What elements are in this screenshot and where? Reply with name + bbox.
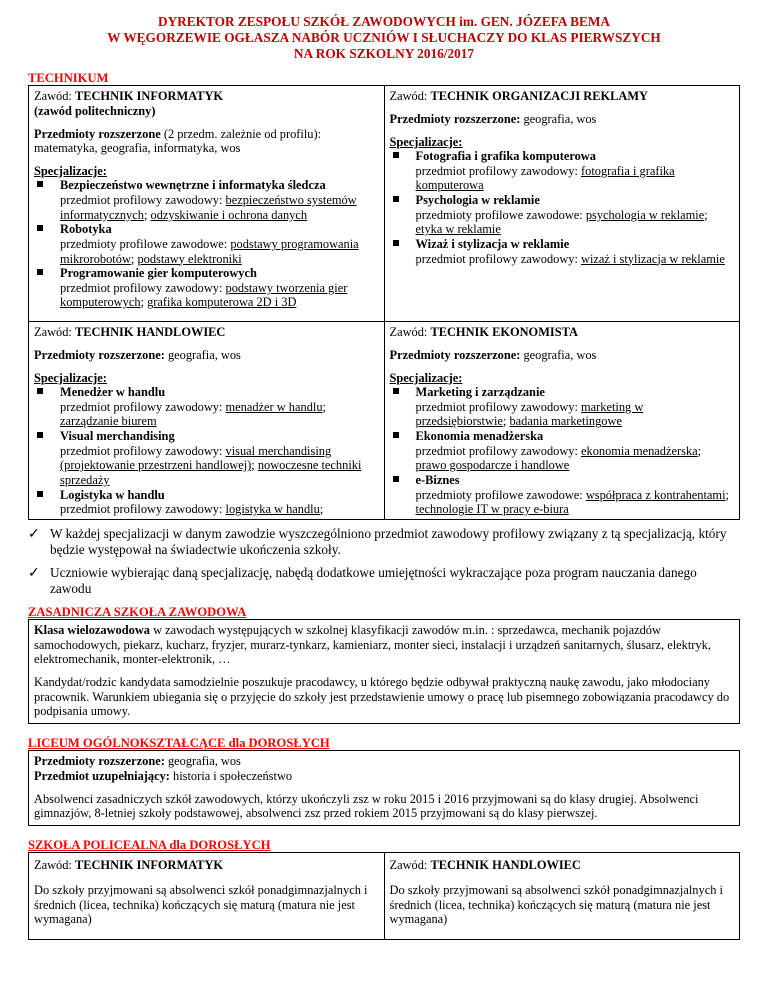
checkmark-icon: ✓	[28, 526, 40, 542]
spec-label: Specjalizacje:	[389, 134, 463, 149]
spec-subject: grafika komputerowa 2D i 3D	[147, 295, 297, 310]
spec-trail: ;	[319, 502, 324, 517]
spec-subject: bezpieczeństwo systemów informatycznych	[60, 193, 357, 222]
spec-subjects-label: przedmioty profilowe zawodowe:	[415, 207, 586, 222]
square-bullet-icon	[393, 152, 399, 158]
spec-subject: psychologia w reklamie	[585, 207, 705, 222]
spec-subject: podstawy tworzenia gier komputerowych	[60, 280, 348, 310]
spec-name: Fotografia i grafika komputerowa	[415, 149, 596, 164]
profession-prefix: Zawód:	[34, 325, 75, 340]
spec-subject: visual merchandising (projektowanie przestrzeni handlowej)	[60, 443, 332, 473]
spec-subject: współpraca z kontrahentami	[585, 487, 726, 502]
spec-subjects: przedmioty profilowe zawodowe: psychologia w reklamie; etyka w reklamie	[415, 207, 708, 237]
liceum-supplementary-text: historia i społeczeństwo	[169, 769, 293, 784]
extended-subjects	[34, 348, 379, 363]
checkmark-icon: ✓	[28, 566, 40, 582]
extended-label: Przedmioty rozszerzone	[34, 126, 161, 141]
spec-subjects: przedmiot profilowy zawodowy: bezpieczeństwo systemów informatycznych; odzyskiwanie i ochrona danych	[60, 193, 357, 222]
liceum-extended-text: geografia, wos	[164, 754, 241, 769]
spec-item	[390, 237, 735, 266]
extended-label: Przedmioty rozszerzone:	[389, 111, 521, 126]
liceum-supplementary-label: Przedmiot uzupełniający:	[34, 769, 170, 784]
liceum-supplementary	[34, 769, 734, 784]
extended-label: Przedmioty rozszerzone:	[34, 347, 165, 362]
spec-label: Specjalizacje:	[34, 370, 107, 385]
spec-subject: etyka w reklamie	[415, 222, 501, 237]
square-bullet-icon	[37, 181, 43, 187]
spec-subjects: przedmiot profilowy zawodowy: ekonomia menadżerska; prawo gospodarcze i handlowe	[415, 443, 702, 473]
spec-subject: wizaż i stylizacja w reklamie	[581, 251, 725, 266]
spec-subjects: przedmiot profilowy zawodowy: menadżer w handlu; zarządzanie biurem	[60, 399, 326, 429]
spec-subjects-label: przedmiot profilowy zawodowy:	[60, 193, 226, 208]
spec-subjects-label: przedmioty profilowe zawodowe:	[60, 236, 231, 251]
spec-subjects-label: przedmiot profilowy zawodowy:	[60, 280, 226, 295]
profession-line	[390, 325, 735, 340]
zasadnicza-bold: Klasa wielozawodowa	[34, 623, 150, 638]
spec-list	[34, 178, 379, 310]
announcement-title	[28, 14, 740, 62]
profession-line	[34, 89, 379, 104]
cell-technik-informatyk	[29, 86, 385, 322]
admission-text: Do szkoły przyjmowani są absolwenci szkół ponadgimnazjalnych i średnich (licea, technika) kończących się maturą (matura nie jest wymagana)	[34, 882, 368, 927]
admission-text: Do szkoły przyjmowani są absolwenci szkół ponadgimnazjalnych i średnich (licea, technika) kończących się maturą (matura nie jest wymagana)	[389, 882, 723, 927]
spec-subject: podstawy elektroniki	[137, 251, 242, 266]
note-text: W każdej specjalizacji w danym zawodzie wyszczególniono przedmiot zawodowy profilowy związany z tą specjalizacją, który będzie występował na świadectwie ukończenia szkoły.	[50, 525, 727, 558]
extended-text: geografia, wos	[520, 111, 597, 126]
square-bullet-icon	[37, 225, 43, 231]
cell-technik-ekonomista	[384, 322, 740, 520]
spec-subject: zarządzanie biurem	[60, 414, 157, 429]
square-bullet-icon	[393, 240, 399, 246]
announcement-page	[28, 14, 740, 940]
spec-subjects-label: przedmioty profilowe zawodowe:	[415, 487, 586, 502]
spec-subject: logistyka w handlu	[225, 502, 320, 517]
spec-name: Wizaż i stylizacja w reklamie	[415, 236, 570, 251]
spec-item	[390, 385, 735, 429]
liceum-extended-label: Przedmioty rozszerzone:	[34, 754, 165, 769]
spec-item	[390, 429, 735, 473]
note-text: Uczniowie wybierając daną specjalizację, nabędą dodatkowe umiejętności wykraczające poza program nauczania danego zawodu	[50, 565, 697, 597]
spec-name: Logistyka w handlu	[60, 487, 165, 502]
spec-item	[34, 266, 379, 310]
profession-name: TECHNIK HANDLOWIEC	[430, 858, 581, 873]
profession-line	[390, 89, 735, 104]
extended-text: geografia, wos	[520, 347, 597, 362]
square-bullet-icon	[37, 432, 43, 438]
liceum-heading: LICEUM OGÓLNOKSZTAŁCĄCE dla DOROSŁYCH	[28, 735, 330, 750]
policealna-heading: SZKOŁA POLICEALNA dla DOROSŁYCH	[28, 837, 271, 852]
spec-item	[390, 149, 735, 193]
spec-subjects-label: przedmiot profilowy zawodowy:	[60, 443, 226, 458]
spec-subjects-label: przedmiot profilowy zawodowy:	[415, 399, 582, 414]
spec-subject: prawo gospodarcze i handlowe	[415, 458, 570, 473]
square-bullet-icon	[393, 196, 399, 202]
spec-item	[34, 429, 379, 488]
spec-subjects-label: przedmiot profilowy zawodowy:	[415, 443, 582, 458]
notes-list	[28, 526, 740, 598]
spec-subject: menadżer w handlu	[225, 399, 323, 414]
profession-name: TECHNIK ORGANIZACJI REKLAMY	[430, 89, 648, 104]
spec-subject: badania marketingowe	[509, 414, 622, 429]
zasadnicza-paragraph-1	[34, 623, 734, 667]
square-bullet-icon	[393, 388, 399, 394]
profession-prefix: Zawód:	[34, 858, 75, 873]
liceum-paragraph: Absolwenci zasadniczych szkół zawodowych, którzy ukończyli zsz w roku 2015 i 2016 przyjmowani są do klasy drugiej. Absolwenci gimnazjów, 8-letniej szkoły podstawowej, absolwenci zsz przed rokiem 2015 przyjmowani są do klasy pierwszej.	[34, 791, 699, 821]
zasadnicza-box	[28, 619, 740, 724]
square-bullet-icon	[37, 491, 43, 497]
profession-prefix: Zawód:	[34, 89, 75, 104]
spec-name: Robotyka	[60, 222, 112, 237]
cell-policealna-informatyk	[29, 853, 385, 940]
spec-subject: fotografia i grafika komputerowa	[415, 163, 675, 193]
profession-name: TECHNIK INFORMATYK	[74, 858, 224, 873]
extended-subjects	[34, 127, 379, 156]
spec-item	[390, 193, 735, 237]
liceum-box	[28, 750, 740, 826]
spec-subjects	[60, 502, 379, 517]
extended-note: (2 przedm. zależnie od profilu):	[160, 126, 322, 141]
spec-subject: podstawy programowania mikrorobotów	[60, 236, 359, 266]
zasadnicza-paragraph-2: Kandydat/rodzic kandydata samodzielnie poszukuje pracodawcy, u którego będzie odbywał praktyczną naukę zawodu, jako młodociany pracownik. Warunkiem ubiegania się o przyjęcie do szkoły jest przedstawienie umowy o pracę lub pisemnego zobowiązania pracodawcy do podpisania umowy.	[34, 675, 730, 719]
extended-subjects	[390, 112, 735, 127]
spec-name: Ekonomia menadżerska	[415, 429, 544, 444]
spec-name: Programowanie gier komputerowych	[60, 266, 257, 281]
spec-list	[390, 149, 735, 266]
spec-item	[390, 473, 735, 517]
profession-prefix: Zawód:	[389, 858, 431, 873]
title-line-1: DYREKTOR ZESPOŁU SZKÓŁ ZAWODOWYCH im. GEN. JÓZEFA BEMA	[157, 14, 611, 29]
title-line-2: W WĘGORZEWIE OGŁASZA NABÓR UCZNIÓW I SŁUCHACZY DO KLAS PIERWSZYCH	[107, 29, 661, 45]
spec-list	[390, 385, 735, 517]
extended-text: geografia, wos	[164, 347, 241, 362]
spec-name: Psychologia w reklamie	[415, 193, 540, 208]
spec-name: Visual merchandising	[60, 429, 175, 444]
note-item	[28, 526, 740, 558]
spec-label: Specjalizacje:	[389, 370, 463, 385]
profession-prefix: Zawód:	[389, 89, 431, 104]
zasadnicza-heading: ZASADNICZA SZKOŁA ZAWODOWA	[28, 604, 247, 619]
spec-subjects: przedmiot profilowy zawodowy: visual merchandising (projektowanie przestrzeni handlowej); nowoczesne techniki sprzedaży	[60, 443, 362, 487]
note-item	[28, 565, 740, 597]
profession-sub: (zawód politechniczny)	[34, 103, 156, 118]
extended-label: Przedmioty rozszerzone:	[389, 347, 521, 362]
profession-name: TECHNIK HANDLOWIEC	[74, 325, 226, 340]
spec-subject: marketing w przedsiębiorstwie	[415, 399, 644, 429]
spec-item	[34, 222, 379, 266]
profession-line	[34, 325, 379, 340]
spec-subjects: przedmiot profilowy zawodowy: marketing w przedsiębiorstwie; badania marketingowe	[415, 399, 644, 429]
spec-subjects: przedmiot profilowy zawodowy: podstawy tworzenia gier komputerowych; grafika komputerowa 2D i 3D	[60, 280, 348, 310]
spec-subjects: przedmioty profilowe zawodowe: podstawy programowania mikrorobotów; podstawy elektroniki	[60, 236, 359, 266]
extended-text: matematyka, geografia, informatyka, wos	[34, 141, 241, 156]
square-bullet-icon	[37, 269, 43, 275]
spec-name: e-Biznes	[415, 472, 460, 487]
profession-line	[34, 858, 379, 873]
spec-list	[34, 385, 379, 517]
zasadnicza-text: w zawodach występujących w szkolnej klasyfikacji zawodów m.in. : sprzedawca, mechanik pojazdów samochodowych, piekarz, kucharz, fryzjer, murarz-tynkarz, kamieniarz, monter sieci, instalacji i urządzeń sanitarnych, ślusarz, elektryk, elektromechanik, monter-elektronik, …	[34, 623, 711, 667]
spec-name: Menedżer w handlu	[60, 385, 166, 400]
spec-item	[34, 488, 379, 517]
spec-subjects: przedmioty profilowe zawodowe: współpraca z kontrahentami; technologie IT w pracy e-biura	[415, 487, 729, 517]
spec-subject: odzyskiwanie i ochrona danych	[150, 207, 308, 222]
spec-subject: ekonomia menadżerska	[581, 443, 698, 458]
spec-subject: technologie IT w pracy e-biura	[415, 502, 569, 517]
square-bullet-icon	[393, 432, 399, 438]
cell-technik-reklamy	[384, 86, 740, 322]
spec-subjects-label: przedmiot profilowy zawodowy:	[415, 251, 582, 266]
square-bullet-icon	[393, 476, 399, 482]
profession-name: TECHNIK INFORMATYK	[74, 89, 224, 104]
extended-subjects	[390, 348, 735, 363]
spec-subjects-label: przedmiot profilowy zawodowy:	[60, 502, 226, 517]
liceum-extended	[34, 754, 734, 769]
spec-item	[34, 178, 379, 222]
spec-subjects	[416, 164, 735, 193]
profession-line	[390, 858, 735, 873]
spec-subjects	[416, 252, 735, 267]
square-bullet-icon	[37, 388, 43, 394]
policealna-table	[28, 852, 740, 940]
spec-subjects-label: przedmiot profilowy zawodowy:	[415, 163, 582, 178]
title-line-3: NA ROK SZKOLNY 2016/2017	[293, 45, 475, 61]
technikum-heading: TECHNIKUM	[28, 70, 109, 85]
spec-subject: nowoczesne techniki sprzedaży	[60, 458, 362, 487]
cell-technik-handlowiec	[29, 322, 385, 520]
spec-label: Specjalizacje:	[34, 163, 107, 178]
spec-name: Bezpieczeństwo wewnętrzne i informatyka śledcza	[60, 178, 326, 193]
cell-policealna-handlowiec	[384, 853, 740, 940]
profession-prefix: Zawód:	[389, 325, 431, 340]
spec-subjects-label: przedmiot profilowy zawodowy:	[60, 399, 226, 414]
profession-name: TECHNIK EKONOMISTA	[430, 325, 578, 340]
spec-name: Marketing i zarządzanie	[415, 385, 545, 400]
technikum-table	[28, 85, 740, 520]
spec-item	[34, 385, 379, 429]
